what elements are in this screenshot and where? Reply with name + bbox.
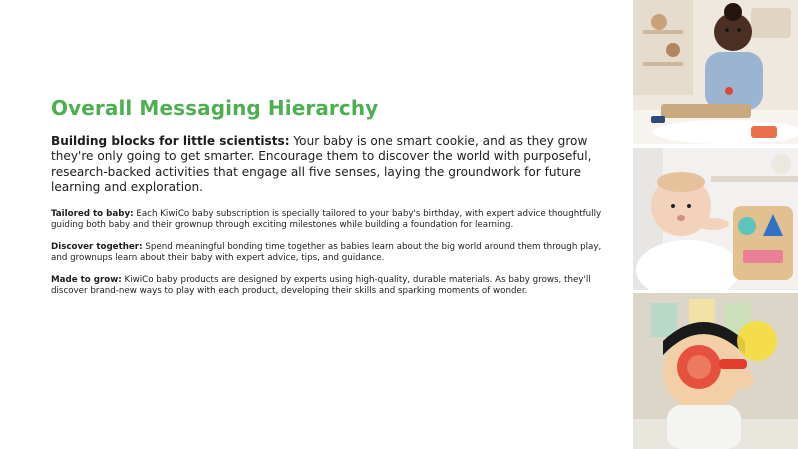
photo-child-color-lens [633, 293, 798, 449]
lead-text: Your baby is one smart cookie, and as they grow they're only going to get smarter. Encourage them to discover the world with purposeful, research-backed activities that engage all five senses, laying the groundwork for future learning and exploration. [51, 134, 592, 194]
main-content [51, 96, 611, 308]
point-label: Discover together: [51, 242, 143, 253]
lead-label: Building blocks for little scientists: [51, 134, 290, 148]
photo-baby-shape-sorter [633, 148, 798, 290]
photo-toddler-playing [633, 0, 798, 144]
lead-paragraph [51, 134, 611, 195]
point-tailored-to-baby [51, 209, 611, 231]
photo-column [633, 0, 798, 449]
point-made-to-grow [51, 275, 611, 297]
point-label: Tailored to baby: [51, 209, 134, 220]
point-text: Spend meaningful bonding time together as babies learn about the big world around them through play, and grownups learn about their baby with expert advice, tips, and guidance. [51, 242, 602, 264]
point-text: KiwiCo baby products are designed by experts using high-quality, durable materials. As baby grows, they'll discover brand-new ways to play with each product, developing their skills and sparking moments of wonder. [51, 275, 591, 297]
point-label: Made to grow: [51, 275, 122, 286]
page-title: Overall Messaging Hierarchy [51, 96, 379, 120]
point-discover-together [51, 242, 611, 264]
point-text: Each KiwiCo baby subscription is specially tailored to your baby's birthday, with expert advice thoughtfully guiding both baby and their grownup through exciting milestones while building a foundation for learning. [51, 209, 602, 231]
